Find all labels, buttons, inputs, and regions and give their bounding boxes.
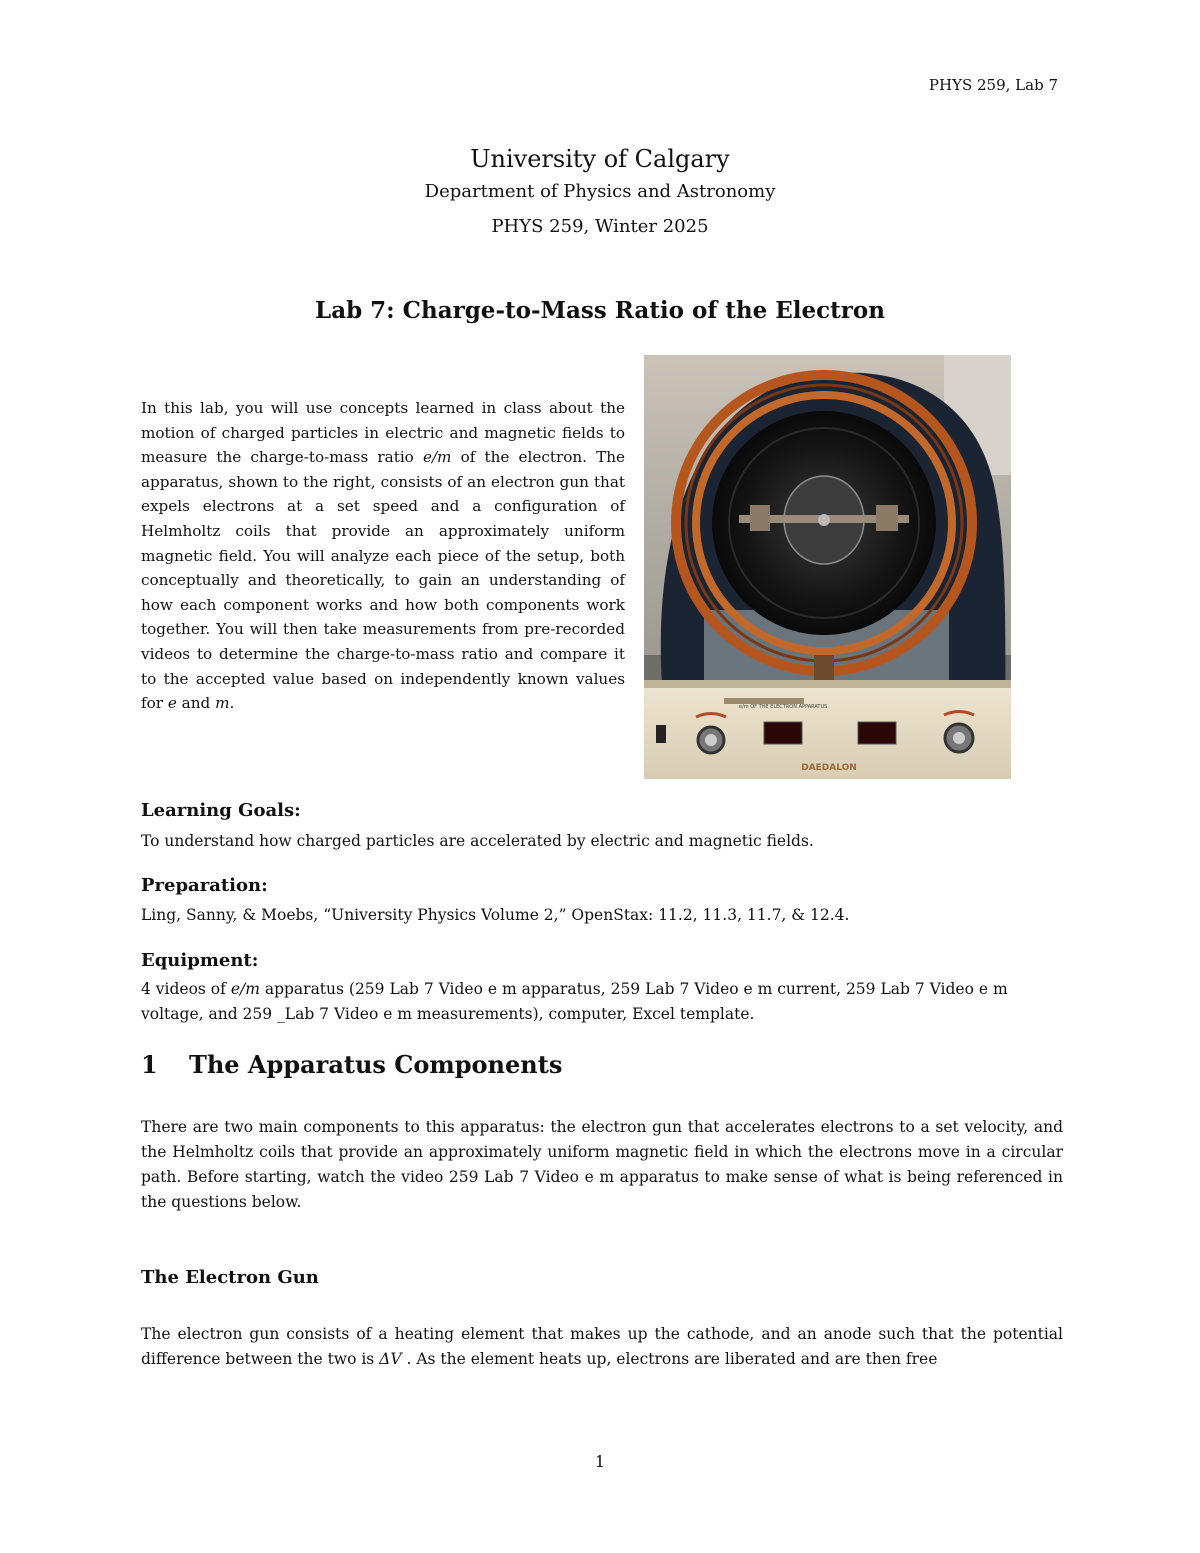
equipment-heading: Equipment: [141, 950, 259, 971]
course-name: PHYS 259, Winter 2025 [491, 216, 709, 237]
equipment-text: 4 videos of e/m apparatus (259 Lab 7 Video e m apparatus, 259 Lab 7 Video e m current, 259 Lab 7 Video e m voltage, and 259 _Lab 7 Video e m measurements), computer, Excel template. [141, 980, 1008, 1023]
section-1-heading [141, 1050, 562, 1079]
section-1-title: The Apparatus Components [189, 1050, 563, 1079]
learning-goals-heading: Learning Goals: [141, 800, 301, 821]
lab-title: Lab 7: Charge-to-Mass Ratio of the Electron [315, 297, 885, 324]
preparation-text: Ling, Sanny, & Moebs, “University Physics Volume 2,” OpenStax: 11.2, 11.3, 11.7, & 12.4. [141, 906, 850, 924]
electron-gun-text: The electron gun consists of a heating element that makes up the cathode, and an anode such that the potential difference between the two is ΔV . As the element heats up, electrons are liberated and are then free [141, 1325, 1063, 1368]
running-head: PHYS 259, Lab 7 [928, 76, 1058, 94]
brand-label: DAEDALON [801, 763, 857, 773]
apparatus-photo [644, 355, 1011, 779]
section-1-number: 1 [141, 1050, 158, 1079]
university-name: University of Calgary [470, 145, 730, 173]
electron-gun-heading: The Electron Gun [141, 1267, 319, 1288]
panel-label: e/m OF THE ELECTRON APPARATUS [739, 704, 828, 710]
page-number: 1 [594, 1452, 606, 1471]
preparation-heading: Preparation: [141, 875, 268, 896]
intro-paragraph: In this lab, you will use concepts learned in class about the motion of charged particles in electric and magnetic fields to measure the charge-to-mass ratio e/m of the electron. The apparatus, shown to the right, consists of an electron gun that expels electrons at a set speed and a configuration of Helmholtz coils that provide an approximately uniform magnetic field. You will analyze each piece of the setup, both conceptually and theoretically, to gain an understanding of how each component works and how both components work together. You will then take measurements from pre-recorded videos to determine the charge-to-mass ratio and compare it to the accepted value based on independently known values for e and m. [141, 399, 625, 713]
learning-goals-text: To understand how charged particles are accelerated by electric and magnetic fields. [141, 832, 814, 850]
department-name: Department of Physics and Astronomy [424, 181, 776, 202]
section-1-text: There are two main components to this apparatus: the electron gun that accelerates electrons to a set velocity, and the Helmholtz coils that provide an approximately uniform magnetic field in which the electrons move in a circular path. Before starting, watch the video 259 Lab 7 Video e m apparatus to make sense of what is being referenced in the questions below. [141, 1118, 1063, 1211]
